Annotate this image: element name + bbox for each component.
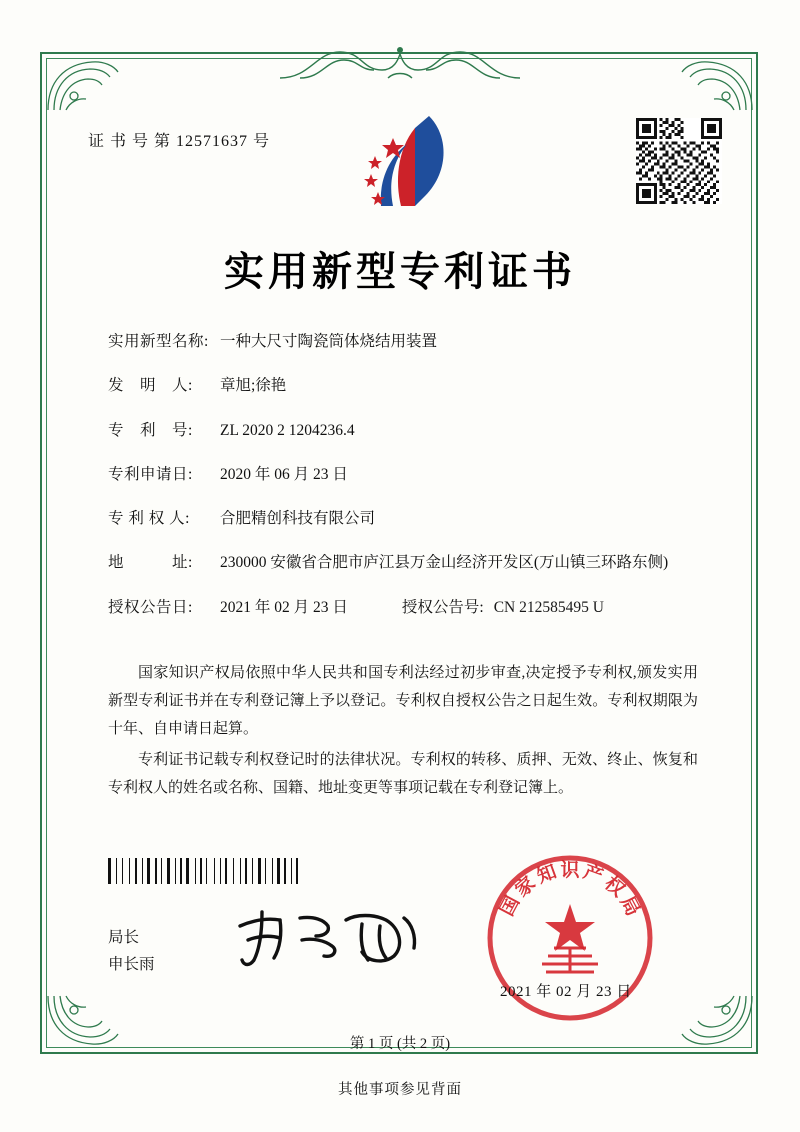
svg-text:产: 产 [580,861,606,888]
paragraph-1: 国家知识产权局依照中华人民共和国专利法经过初步审查,决定授予专利权,颁发实用新型专利证书并在专利登记簿上予以登记。专利权自授权公告之日起生效。专利权期限为十年、自申请日起算。 [108,665,698,737]
handwritten-signature-icon [228,900,428,974]
top-ornament-icon [270,40,530,82]
field-value: 230000 安徽省合肥市庐江县万金山经济开发区(万山镇三环路东侧) [220,554,669,572]
signature-role: 局长 [108,929,140,946]
field-label: 地 址: [108,554,193,572]
field-row-patent-number [108,419,708,442]
corner-ornament-icon [670,52,756,114]
field-value: 合肥精创科技有限公司 [220,510,376,527]
certificate-number: 证 书 号 第 12571637 号 [88,133,271,150]
svg-text:家: 家 [511,872,540,902]
footnote: 其他事项参见背面 [338,1082,462,1098]
field-row-application-date [108,463,708,486]
field-label: 专利申请日: [108,465,193,483]
field-list [108,330,708,640]
cnipa-logo-icon [345,110,465,220]
field-value-grant-date: 2021 年 02 月 23 日 [220,598,348,616]
page-title: 实用新型专利证书 [224,249,576,294]
field-value-grant-number: CN 212585495 U [493,598,604,616]
field-value: 2020 年 06 月 23 日 [220,465,348,483]
seal-date: 2021 年 02 月 23 日 [500,984,632,1000]
svg-text:权: 权 [600,872,629,902]
field-label: 发 明 人: [108,377,193,395]
field-label-grant-date: 授权公告日: [108,598,193,616]
svg-text:局: 局 [615,892,644,920]
field-value: 一种大尺寸陶瓷筒体烧结用装置 [220,333,438,350]
field-label: 专 利 号: [108,421,193,439]
signature-name: 申长雨 [108,956,155,974]
svg-text:知: 知 [534,861,560,888]
page-number: 第 1 页 (共 2 页) [349,1036,451,1052]
field-value: 章旭;徐艳 [220,377,287,395]
field-label: 实用新型名称: [108,333,209,350]
field-row-address [108,551,708,574]
barcode [108,858,328,884]
field-row-name [108,330,708,353]
field-label: 专 利 权 人: [108,510,190,527]
field-value: ZL 2020 2 1204236.4 [220,421,355,439]
legal-text [108,660,698,807]
corner-ornament-icon [44,52,130,114]
qr-code [636,118,722,204]
svg-text:国: 国 [496,892,525,920]
field-row-inventor [108,374,708,397]
paragraph-2: 专利证书记载专利权登记时的法律状况。专利权的转移、质押、无效、终止、恢复和专利权人的姓名或名称、国籍、地址变更等事项记载在专利登记簿上。 [108,752,698,796]
field-label-grant-number: 授权公告号: [401,598,484,616]
field-row-patentee [108,507,708,530]
field-row-grant [108,596,708,619]
svg-text:识: 识 [560,860,580,881]
signature-block [108,924,155,978]
